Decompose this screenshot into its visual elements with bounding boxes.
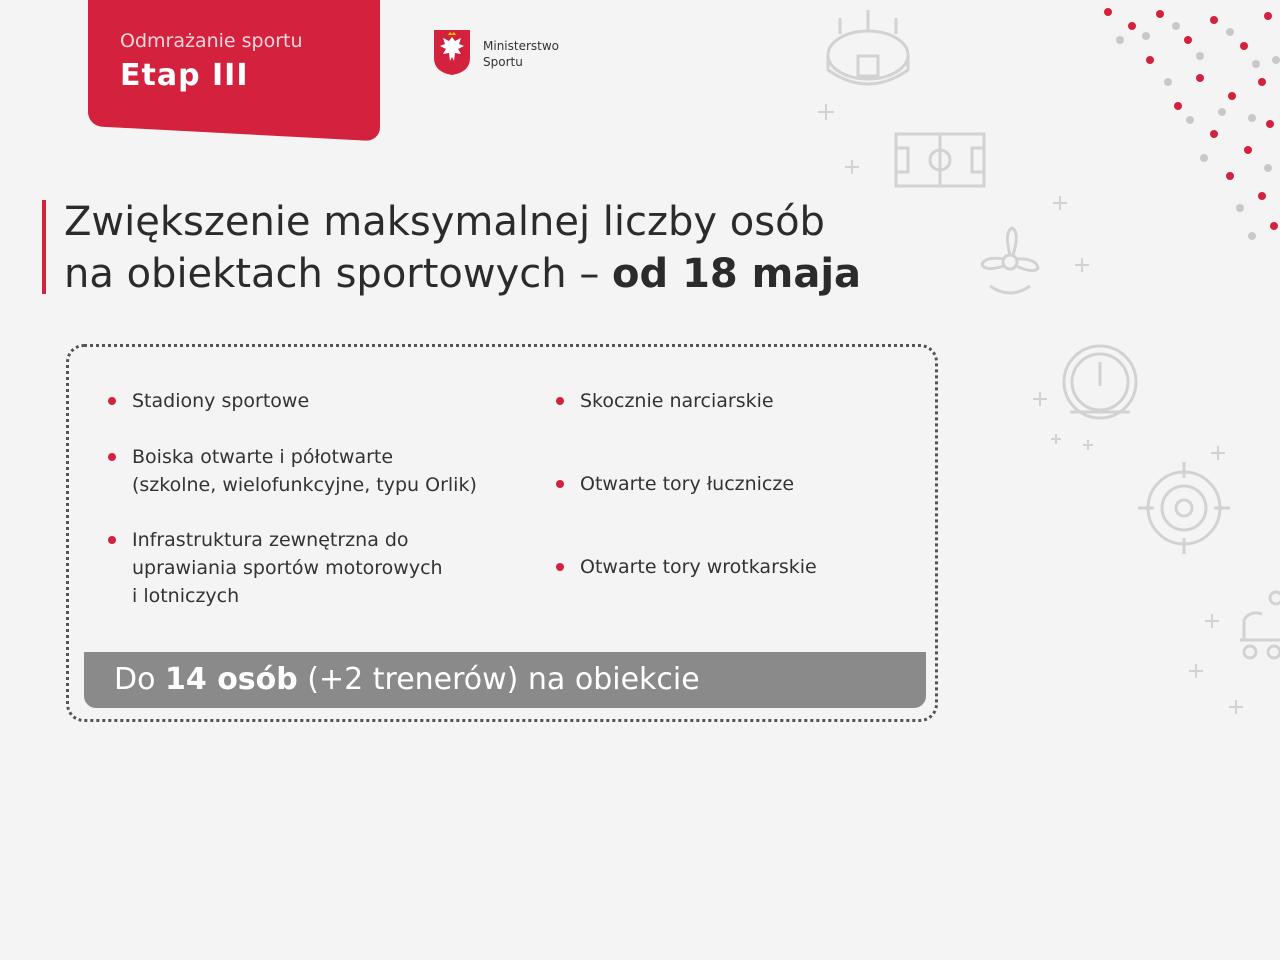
headline-line2-prefix: na obiektach sportowych – [64,251,613,297]
ministry-name [483,38,559,70]
list-item: Otwarte tory wrotkarskie [556,553,817,581]
badge-subtitle: Odmrażanie sportu [120,30,303,52]
polish-eagle-emblem-icon [432,28,472,76]
headline-line2 [64,248,861,300]
ministry-name-line2: Sportu [483,55,523,69]
list-item: Skocznie narciarskie [556,387,817,415]
facilities-list-left [108,387,477,610]
badge-title: Etap III [120,58,249,93]
list-item: Stadiony sportowe [108,387,477,415]
headline [64,196,861,300]
pattern-dots [1104,8,1280,240]
decorative-sport-icons [800,0,1280,720]
stadium-icon [828,10,908,84]
pitch-icon [896,134,984,186]
limit-count: 14 osób [165,662,298,697]
list-item: Boiska otwarte i półotwarte (szkolne, wielofunkcyjne, typu Orlik) [108,443,477,499]
ministry-name-line1: Ministerstwo [483,39,560,53]
limit-prefix: Do [114,662,165,697]
propeller-icon [982,228,1038,293]
headline-date: od 18 maja [612,251,862,297]
limit-text [114,660,700,700]
target-icon [1138,462,1230,554]
sparkle-icons [818,104,1243,714]
cart-icon [1240,592,1280,658]
headline-line1: Zwiększenie maksymalnej liczby osób [64,199,825,245]
list-item: Infrastruktura zewnętrzna do uprawiania sportów motorowych i lotniczych [108,526,477,610]
limit-suffix: (+2 trenerów) na obiekcie [297,662,700,697]
list-item: Otwarte tory łucznicze [556,470,817,498]
headline-accent-bar [42,200,46,294]
speedometer-icon [1064,346,1136,418]
facilities-list-right [556,387,817,581]
